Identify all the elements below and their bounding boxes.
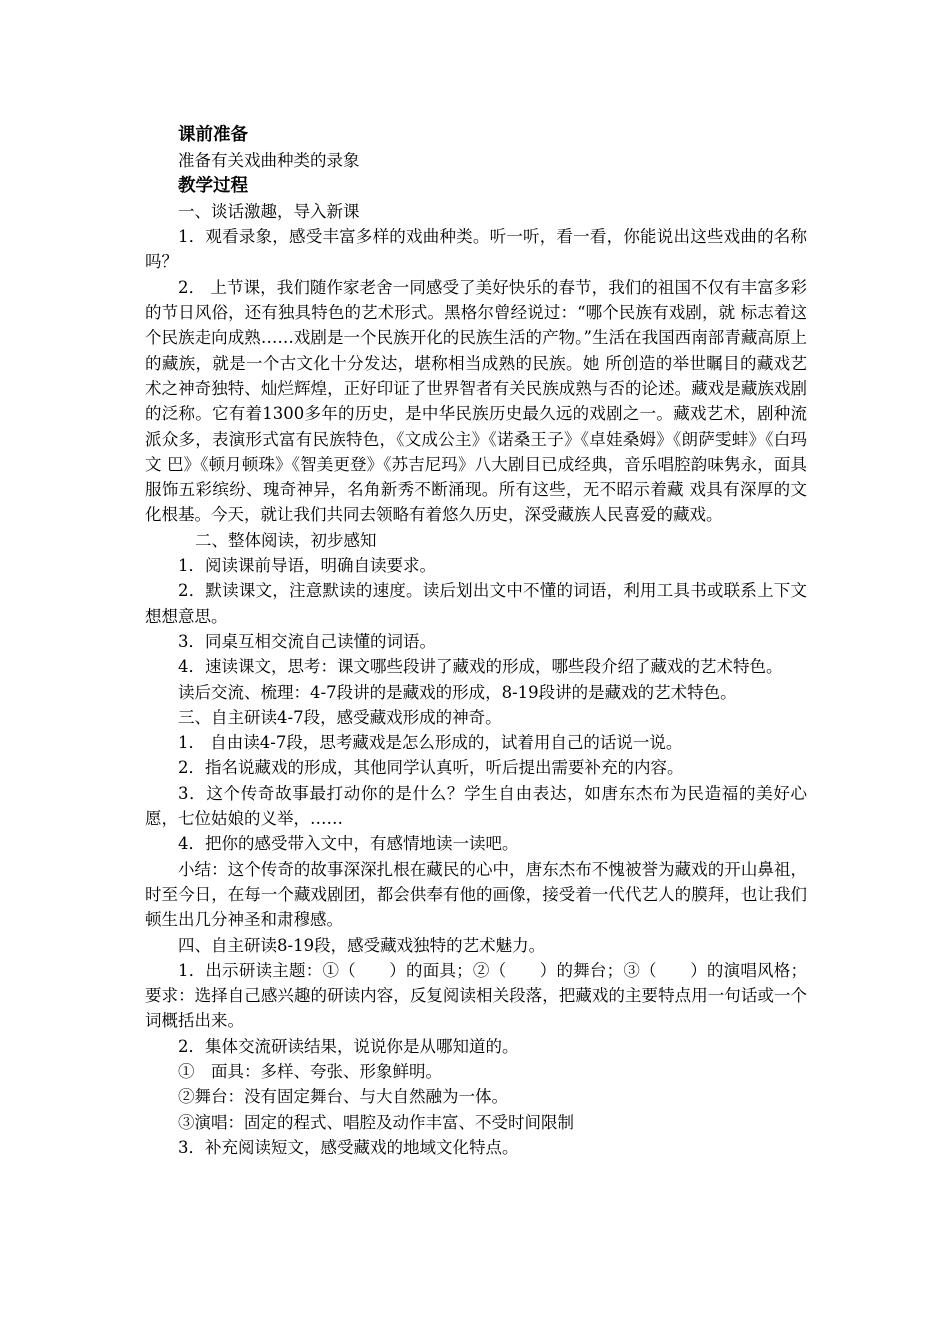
section-title-1: 一、谈话激趣，导入新课 [178, 201, 360, 221]
paragraph: 3．同桌互相交流自己读懂的词语。 [178, 631, 436, 651]
paragraph: 读后交流、梳理：4-7段讲的是藏戏的形成，8-19段讲的是藏戏的艺术特色。 [178, 682, 737, 702]
list-item: ① 面具：多样、夸张、形象鲜明。 [178, 1061, 442, 1081]
prep-heading: 课前准备 [178, 125, 248, 145]
paragraph: 2．指名说藏戏的形成，其他同学认真听，听后提出需要补充的内容。 [178, 758, 684, 778]
summary-paragraph: 小结：这个传奇的故事深深扎根在藏民的心中，唐东杰布不愧被誉为藏戏的开山鼻祖，时至今日，在每一个藏戏剧团，都会供奉有他的画像，接受着一代代艺人的膜拜，也让我们顿生出几分神圣和肃穆感。 [145, 859, 807, 930]
paragraph: 1．观看录象，感受丰富多样的戏曲种类。听一听，看一看，你能说出这些戏曲的名称吗？ [145, 227, 807, 272]
paragraph: 2． 上节课，我们随作家老舍一同感受了美好快乐的春节，我们的祖国不仅有丰富多彩的节日风俗，还有独具特色的艺术形式。黑格尔曾经说过：“哪个民族有戏剧，就 标志着这个民族走向成熟……戏剧是一个民族开化的民族生活的产物。”生活在我国西南部青藏高原上的藏族，就是一个古文化十分发达，堪称相当成熟的民族。她 所创造的举世瞩目的藏戏艺术之神奇独特、灿烂辉煌，正好印证了世界智者有关民族成熟与否的论述。藏戏是藏族戏剧的泛称。它有着1300多年的历史，是中华民族历史最久远的戏剧之一。藏戏艺术，剧种流派众多，表演形式富有民族特色，《文成公主》《诺桑王子》《卓娃桑姆》《朗萨雯蚌》《白玛文 巴》《顿月顿珠》《智美更登》《苏吉尼玛》八大剧目已成经典，音乐唱腔韵味隽永，面具服饰五彩缤纷、瑰奇神异，名角新秀不断涌现。所有这些，无不昭示着藏 戏具有深厚的文化根基。今天，就让我们共同去领略有着悠久历史，深受藏族人民喜爱的藏戏。 [145, 277, 807, 525]
paragraph: 4．把你的感受带入文中，有感情地读一读吧。 [178, 834, 519, 854]
section-title-2: 二、整体阅读，初步感知 [195, 530, 377, 550]
paragraph: 2．集体交流研读结果，说说你是从哪知道的。 [178, 1036, 519, 1056]
prep-text: 准备有关戏曲种类的录象 [178, 151, 360, 171]
paragraph: 1．出示研读主题：①（ ）的面具；②（ ）的舞台；③（ ）的演唱风格；要求：选择自己感兴趣的研读内容，反复阅读相关段落，把藏戏的主要特点用一句话或一个词概括出来。 [145, 960, 807, 1031]
section-title-3: 三、自主研读4-7段，感受藏戏形成的神奇。 [178, 707, 502, 727]
list-item: ③演唱：固定的程式、唱腔及动作丰富、不受时间限制 [178, 1112, 574, 1132]
section-title-4: 四、自主研读8-19段，感受藏戏独特的艺术魅力。 [178, 935, 546, 955]
paragraph: 4．速读课文，思考：课文哪些段讲了藏戏的形成，哪些段介绍了藏戏的艺术特色。 [178, 657, 783, 677]
paragraph: 3．补充阅读短文，感受藏戏的地域文化特点。 [178, 1137, 519, 1157]
document-body [145, 123, 807, 1160]
process-heading: 教学过程 [178, 175, 248, 196]
list-item: ②舞台：没有固定舞台、与大自然融为一体。 [178, 1087, 508, 1107]
paragraph: 1． 自由读4-7段，思考藏戏是怎么形成的，试着用自己的话说一说。 [178, 733, 683, 753]
paragraph: 3．这个传奇故事最打动你的是什么？学生自由表达，如唐东杰布为民造福的美好心愿，七位姑娘的义举，…… [145, 783, 807, 829]
paragraph: 2．默读课文，注意默读的速度。读后划出文中不懂的词语，利用工具书或联系上下文想想意思。 [145, 581, 807, 626]
paragraph: 1．阅读课前导语，明确自读要求。 [178, 556, 436, 576]
